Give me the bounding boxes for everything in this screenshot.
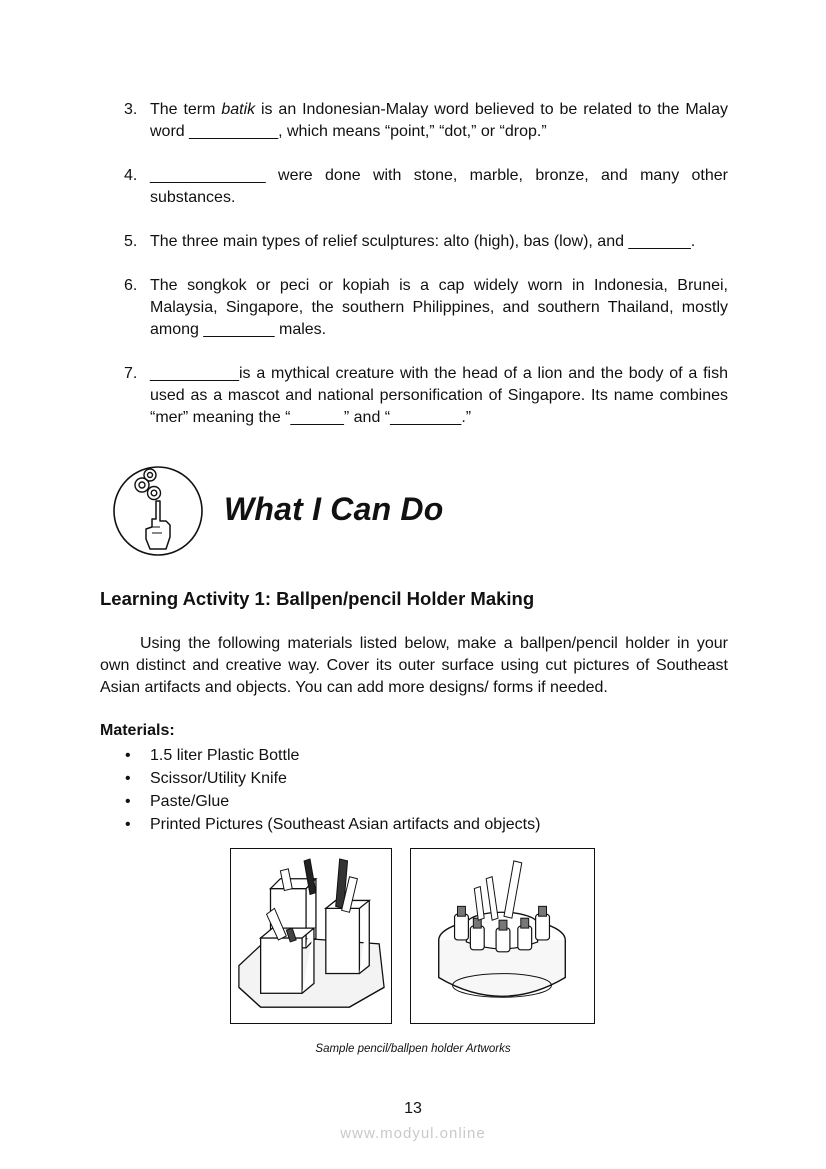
question-7 (124, 363, 728, 429)
question-number: 4. (124, 167, 138, 184)
question-text: The songkok or peci or kopiah is a cap widely worn in Indonesia, Brunei, Malaysia, Singapore, the southern Philippines, and southern Thailand, mostly among ________ males. (150, 277, 728, 338)
question-text: __________is a mythical creature with the head of a lion and the body of a fish used as a mascot and national personification of Singapore. Its name combines “mer” meaning the “______” and “________.” (150, 365, 728, 426)
section-title: What I Can Do (224, 491, 444, 527)
question-number: 5. (124, 233, 138, 250)
page-number: 13 (404, 1100, 422, 1117)
question-number: 3. (124, 101, 138, 118)
list-item: • 1.5 liter Plastic Bottle (100, 744, 700, 767)
materials-title: Materials: (100, 722, 175, 739)
question-5 (124, 231, 728, 253)
question-text: The term batik is an Indonesian-Malay word believed to be related to the Malay word __________, which means “point,” “dot,” or “drop.” (150, 101, 729, 140)
question-text: The three main types of relief sculptures: alto (high), bas (low), and _______. (150, 233, 696, 250)
figure-caption: Sample pencil/ballpen holder Artworks (315, 1043, 511, 1055)
materials-list (100, 744, 700, 836)
question-number: 6. (124, 277, 138, 294)
list-item: • Scissor/Utility Knife (100, 767, 700, 790)
hand-gears-icon (112, 465, 204, 557)
artwork-round-holder (410, 848, 595, 1024)
question-4 (124, 165, 728, 209)
list-item: • Printed Pictures (Southeast Asian artifacts and objects) (100, 813, 700, 836)
artwork-boxes-holder (230, 848, 392, 1024)
question-text: _____________ were done with stone, marble, bronze, and many other substances. (150, 167, 728, 206)
question-3 (124, 99, 728, 143)
watermark: www.modyul.online (340, 1125, 486, 1142)
list-item: • Paste/Glue (100, 790, 700, 813)
question-6 (124, 275, 728, 341)
activity-heading: Learning Activity 1: Ballpen/pencil Holder Making (100, 588, 535, 609)
question-number: 7. (124, 365, 138, 382)
activity-intro: Using the following materials listed below, make a ballpen/pencil holder in your own distinct and creative way. Cover its outer surface using cut pictures of Southeast Asian artifacts and objects. You can add more designs/ forms if needed. (100, 635, 728, 696)
